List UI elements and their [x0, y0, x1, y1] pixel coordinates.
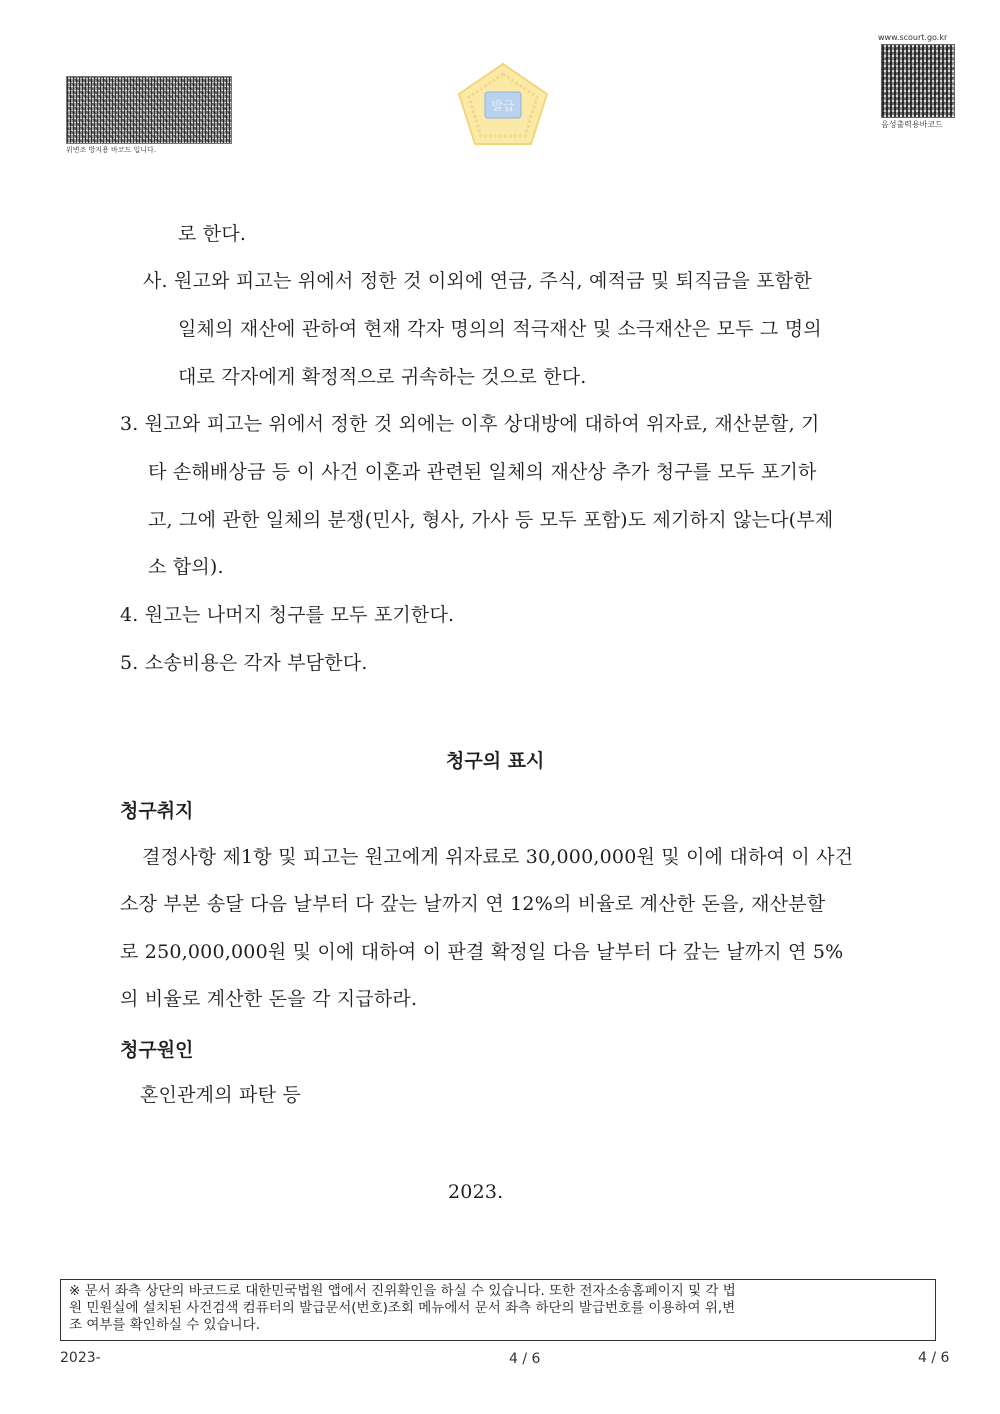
- verification-notice: [60, 1279, 936, 1341]
- notice-line: 조 여부를 확인하실 수 있습니다.: [69, 1317, 260, 1333]
- page-number-center: 4 / 6: [509, 1351, 541, 1367]
- document-date: 2023.: [448, 1181, 504, 1203]
- body-line: 4. 원고는 나머지 청구를 모두 포기한다.: [120, 604, 455, 626]
- claim-section-title: 청구의 표시: [446, 750, 545, 772]
- issue-number: 2023-: [60, 1350, 101, 1366]
- claim-purpose-line: 로 250,000,000원 및 이에 대하여 이 판결 확정일 다음 날부터 다 갚는 날까지 연 5%: [120, 941, 844, 963]
- body-line: 5. 소송비용은 각자 부담한다.: [120, 652, 368, 674]
- claim-cause-heading: 청구원인: [120, 1039, 194, 1061]
- claim-purpose-line: 소장 부본 송달 다음 날부터 다 갚는 날까지 연 12%의 비율로 계산한 돈을, 재산분할: [120, 893, 826, 915]
- body-line: 사. 원고와 피고는 위에서 정한 것 이외에 연금, 주식, 예적금 및 퇴직금을 포함한: [143, 270, 812, 292]
- claim-purpose-line: 의 비율로 계산한 돈을 각 지급하라.: [120, 988, 418, 1010]
- body-line: 고, 그에 관한 일체의 분쟁(민사, 형사, 가사 등 모두 포함)도 제기하지 않는다(부제: [148, 509, 834, 531]
- court-seal-icon: [455, 60, 551, 148]
- body-line: 로 한다.: [178, 223, 247, 245]
- body-line: 3. 원고와 피고는 위에서 정한 것 외에는 이후 상대방에 대하여 위자료, 재산분할, 기: [120, 413, 820, 435]
- body-line: 일체의 재산에 관하여 현재 각자 명의의 적극재산 및 소극재산은 모두 그 명의: [178, 318, 822, 340]
- body-line: 소 합의).: [148, 556, 224, 578]
- body-line: 타 손해배상금 등 이 사건 이혼과 관련된 일체의 재산상 추가 청구를 모두 포기하: [148, 461, 817, 483]
- claim-purpose-line: 결정사항 제1항 및 피고는 원고에게 위자료로 30,000,000원 및 이에 대하여 이 사건: [142, 846, 854, 868]
- claim-purpose-heading: 청구취지: [120, 800, 194, 822]
- barcode-caption: 위변조 방지용 바코드 입니다.: [66, 146, 157, 154]
- seal-text: 발급: [491, 99, 515, 113]
- audio-output-barcode: [881, 44, 955, 118]
- audio-barcode-caption: 음성출력용바코드: [881, 120, 943, 129]
- court-url: www.scourt.go.kr: [878, 33, 948, 42]
- page-number-right: 4 / 6: [918, 1350, 950, 1366]
- notice-line: ※ 문서 좌측 상단의 바코드로 대한민국법원 앱에서 진위확인을 하실 수 있습니다. 또한 전자소송홈페이지 및 각 법: [69, 1283, 736, 1299]
- claim-cause-text: 혼인관계의 파탄 등: [140, 1084, 301, 1106]
- notice-line: 원 민원실에 설치된 사건검색 컴퓨터의 발급문서(번호)조회 메뉴에서 문서 좌측 하단의 발급번호를 이용하여 위,변: [69, 1300, 736, 1316]
- body-line: 대로 각자에게 확정적으로 귀속하는 것으로 한다.: [178, 366, 587, 388]
- authentication-barcode: [66, 76, 232, 144]
